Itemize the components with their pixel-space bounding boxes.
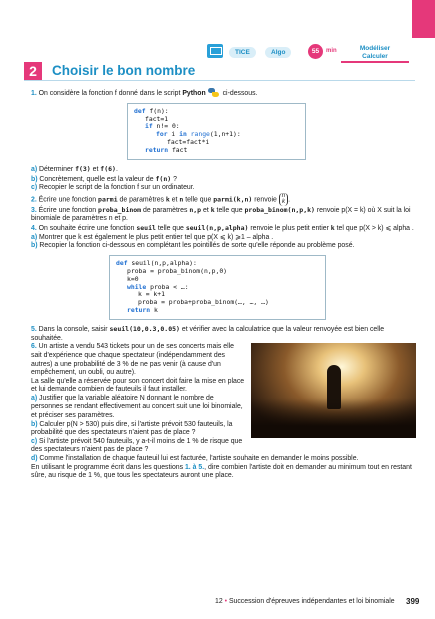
part-label: b) [31,242,38,250]
exercise-badges [205,44,415,64]
audience-silhouette [251,398,416,438]
python-logo-icon [208,88,219,97]
code-text: f(n): [149,106,169,115]
question-reference: 1. à 5. [184,463,205,471]
code-line: for i in range(1,n+1): [156,130,241,139]
q-text: Dans la console, saisir [36,326,110,334]
exercise-title: Choisir le bon nombre [52,63,196,78]
tice-badge: TICE [229,47,256,58]
question-1c [31,184,416,193]
part-text: . [115,166,118,174]
algo-badge: Algo [265,47,291,58]
inline-code: n,p [189,205,202,214]
q-text: , dire combien l'artiste doit en demander au minimum tout en restant sûre, au risque de 1 %, que tous les spectateurs auront une place. [31,463,412,480]
part-text: Recopier le script de la fonction f sur un ordinateur. [37,184,195,192]
header-divider [24,80,415,81]
python-label: Python [182,90,206,97]
inline-code: f(3) [75,165,91,174]
part-label: c) [31,437,38,445]
code-line: def seuil(n,p,alpha): [116,258,197,267]
code-line: fact=fact*i [167,138,210,147]
q-text: de paramètres [117,196,166,204]
q1-text: On considère la fonction f donné dans le script [38,90,183,97]
clock-icon [308,44,323,59]
code-block-f [127,103,306,160]
inline-code: proba_binom(n,p,k) [244,205,315,214]
q-text: Un artiste a vendu 543 tickets pour un de ses concerts mais elle sait d'expérience que chaque spectateur (indépendamment des autres) a une probabilité de 3 % de ne pas venir (à cause d'un empêchement, un oubli, ou autre). [31,343,235,377]
part-text: Recopier la fonction ci-dessous en complétant les pointillés de sorte qu'elle réponde au problème posé. [37,242,355,250]
q-text: telle que [214,206,245,214]
page-edge-tab [412,0,435,38]
q-text: On souhaite écrire une fonction [36,225,137,232]
q2-number: 2. [31,196,37,204]
inline-code: seuil(n,p,alpha) [185,224,249,232]
code-line: def f(n): [134,106,169,115]
q3-number: 3. [31,206,37,214]
q-text: telle que [155,225,186,232]
code-line: k = k+1 [138,290,165,299]
part-label: a) [31,394,38,402]
q1-text-end: ci-dessous. [220,90,258,97]
part-text: Concrètement, quelle est la valeur de [37,175,156,183]
inline-code: seuil [136,224,156,232]
question-1b [31,175,416,185]
part-text: Comme l'installation de chaque fauteuil lui est facturée, l'artiste souhaite en demander le moins possible. [37,455,359,463]
question-1 [31,88,416,99]
question-5 [31,325,416,343]
code-line: while proba < …: [127,282,189,291]
q-text: renvoie p(X = k) où X suit la loi binomiale de paramètres n et p. [31,206,411,223]
q-text: renvoie [252,196,277,204]
q-text: Écrire une fonction [36,196,99,204]
q-text: En utilisant le programme écrit dans les questions [31,463,185,471]
code-line: k=0 [127,274,139,283]
part-text: et [90,166,101,174]
duration-value: 55 [311,48,320,55]
inline-code: f(6) [100,165,116,174]
page-footer [215,598,395,605]
binomial-coefficient [279,193,288,206]
q6-number: 6. [31,343,37,351]
inline-code: proba_binom [98,205,142,214]
q-text: de paramètres [141,206,190,214]
part-text: Justifier que la variable aléatoire N donnant le nombre de personnes se rendant effectivement au concert suit une loi binomiale, et préciser ses paramètres. [31,394,243,420]
question-6-context: La salle qu'elle a réservée pour son concert doit faire la mise en place et lui demande combien de fauteuils il faut installer. [31,377,245,394]
q-text: et vérifier avec la calculatrice que la valeur renvoyée est bien celle souhaitée. [31,326,385,342]
part-text: Déterminer [37,166,76,174]
question-1a [31,165,416,175]
exercise-number: 2 [24,62,42,81]
part-label: c) [31,184,38,192]
question-6c [31,438,416,455]
part-label: b) [31,175,38,183]
inline-code: parmi [98,195,118,204]
question-3 [31,206,416,224]
footer-separator: • [224,598,228,605]
skill-model: Modéliser [359,45,391,52]
q-text: et [169,196,180,204]
q-text: Écrire une fonction [36,206,99,214]
code-line: fact=1 [145,114,169,123]
question-6d [31,455,416,464]
concert-photo [251,343,416,438]
code-block-seuil [109,255,326,320]
part-text: Calculer p(N > 530) puis dire, si l'artiste prévoit 530 fauteuils, la probabilité que des spectateurs n'aient pas de place ? [31,420,233,437]
exercise-body [31,88,416,481]
skills-badge [341,45,409,63]
code-line: proba = proba+proba_binom(…, …, …) [138,298,269,307]
part-text: Si l'artiste prévoit 540 fauteuils, y a-t-il moins de 1 % de risque que des spectateurs n'aient pas de place ? [31,437,243,454]
inline-code: parmi(k,n) [213,195,253,204]
inline-code: k [330,224,335,232]
part-label: d) [31,455,38,463]
q-text: tel que p(X > k) ⩽ alpha . [334,225,414,232]
inline-code: f(n) [155,174,172,183]
part-label: b) [31,420,38,428]
binom-bottom: k [281,199,285,206]
chapter-number: 12 [215,598,223,605]
page-number: 399 [406,597,420,606]
code-line: return fact [145,146,188,155]
q-text: telle que [183,196,214,204]
computer-icon [207,44,223,58]
inline-code: n [179,195,184,204]
inline-code: k [210,205,215,214]
question-6e [31,464,416,481]
q-text: et [201,206,211,214]
skill-compute: Calculer [362,52,388,60]
duration-unit: min [326,48,337,54]
part-label: a) [31,166,38,174]
question-4 [31,224,416,234]
part-text: ? [171,175,177,183]
code-line: if n!= 0: [145,122,180,131]
code-line: proba = proba_binom(n,p,0) [127,266,228,275]
question-2: 2. Écrire une fonction parmi de paramètres k et n telle que parmi(k,n) renvoie n k . [31,192,291,206]
chapter-title: Succession d'épreuves indépendantes et loi binomiale [228,598,395,605]
question-4a [31,234,416,243]
inline-code: k [165,195,170,204]
question-4b [31,242,416,251]
inline-code: seuil(10,0.3,0.05) [109,325,180,334]
q4-number: 4. [31,225,37,232]
part-text: Montrer que k est également le plus petit entier tel que p(X ⩽ k) ⩾1 – alpha . [37,233,274,241]
part-label: a) [31,233,38,241]
binom-top: n [281,192,286,199]
q5-number: 5. [31,326,37,334]
code-line: return k [127,306,158,315]
q-text: renvoie le plus petit entier [248,225,331,232]
q1-number: 1. [31,90,37,97]
